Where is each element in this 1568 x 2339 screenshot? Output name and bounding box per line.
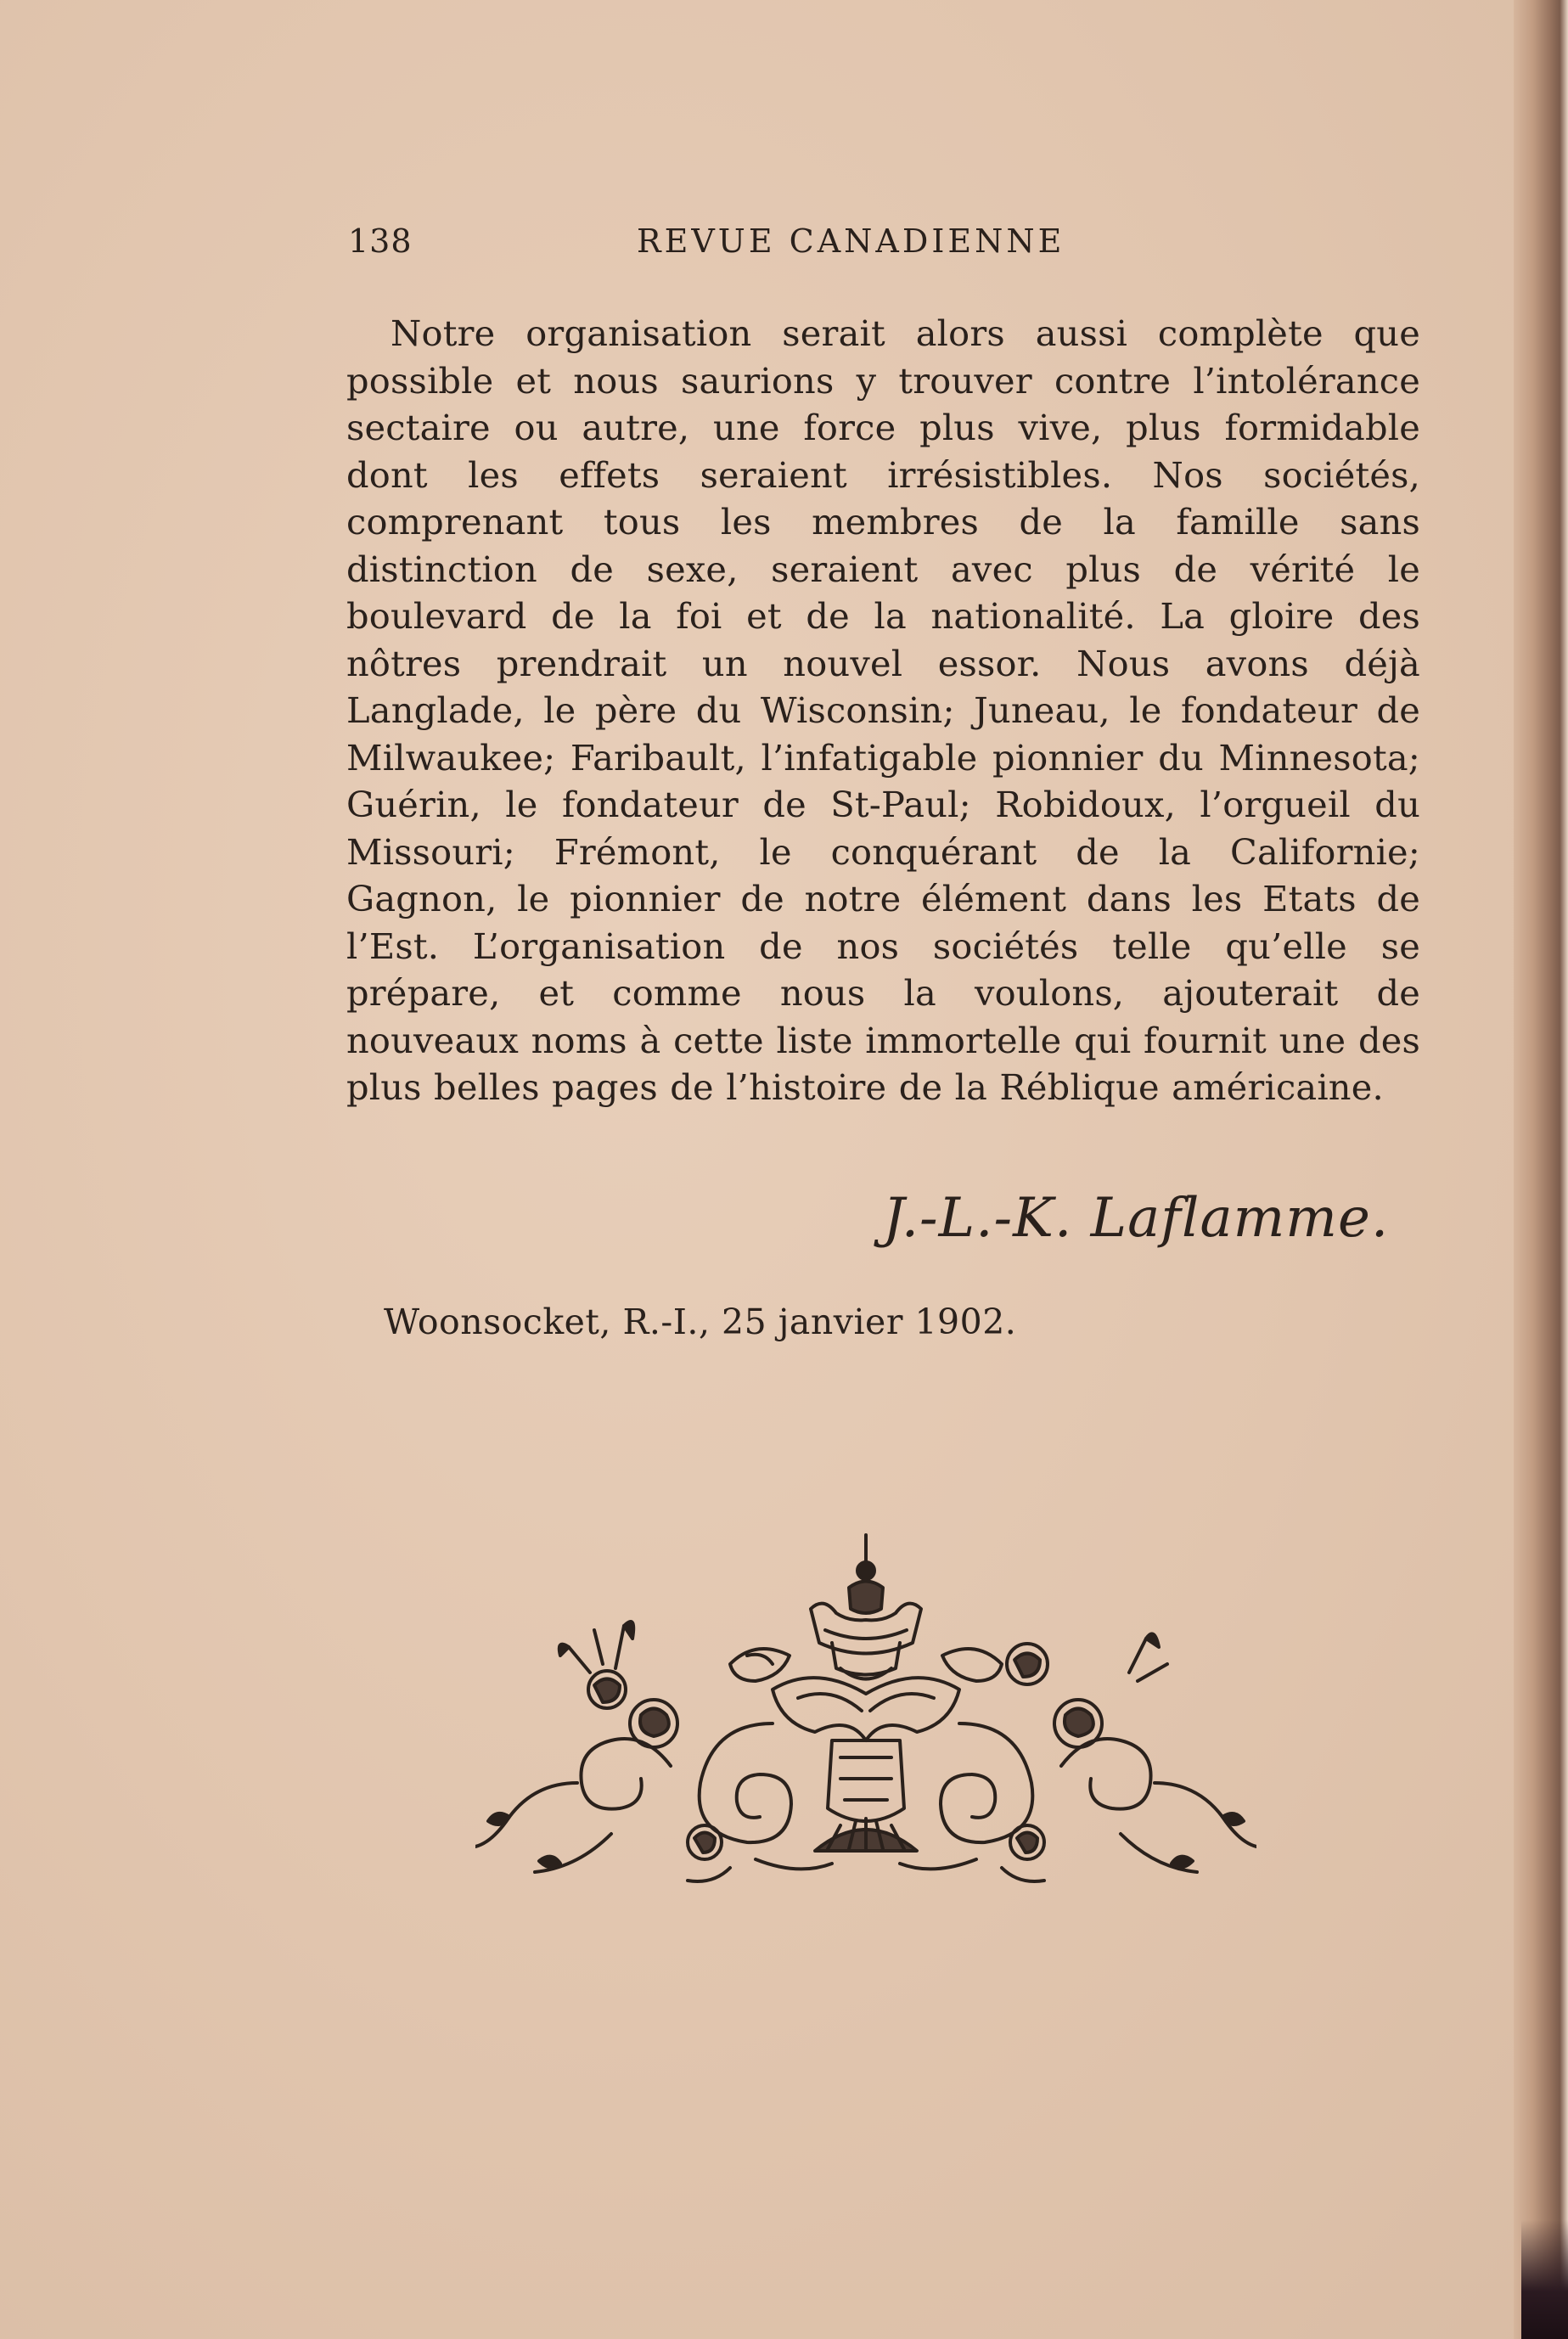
page-number: 138 [348, 222, 413, 260]
page-binding-shadow [1521, 2220, 1568, 2339]
body-paragraph: Notre organisation serait alors aussi complète que possible et nous saurions y trouver contre l’intolérance sectaire ou autre, une force plus vive, plus formidable dont les effets seraient irrésistibles. Nos sociétés, comprenant tous les membres de la famille sans distinction de sexe, seraient avec plus de vérité le boulevard de la foi et de la nationalité. La gloire des nôtres prendrait un nouvel essor. Nous avons déjà Langlade, le père du Wisconsin; Juneau, le fondateur de Milwaukee; Faribault, l’infatigable pionnier du Minnesota; Guérin, le fondateur de St-Paul; Robidoux, l’orgueil du Missouri; Frémont, le conquérant de la Californie; Gagnon, le pionnier de notre élément dans les Etats de l’Est. L’organisation de nos sociétés telle qu’elle se prépare, et comme nous la voulons, ajouterait de nouveaux noms à cette liste immortelle qui fournit une des plus belles pages de l’histoire de la Réblique américaine. [346, 312, 1420, 1108]
page-binding-edge [1514, 0, 1568, 2339]
running-header [348, 222, 1418, 273]
running-title: REVUE CANADIENNE [637, 222, 1065, 260]
floral-crown-ornament-icon [475, 1528, 1256, 1927]
body-text [346, 310, 1420, 1111]
dateline: Woonsocket, R.-I., 25 janvier 1902. [384, 1302, 1017, 1342]
author-signature: J.-L.-K. Laflamme. [883, 1187, 1390, 1250]
